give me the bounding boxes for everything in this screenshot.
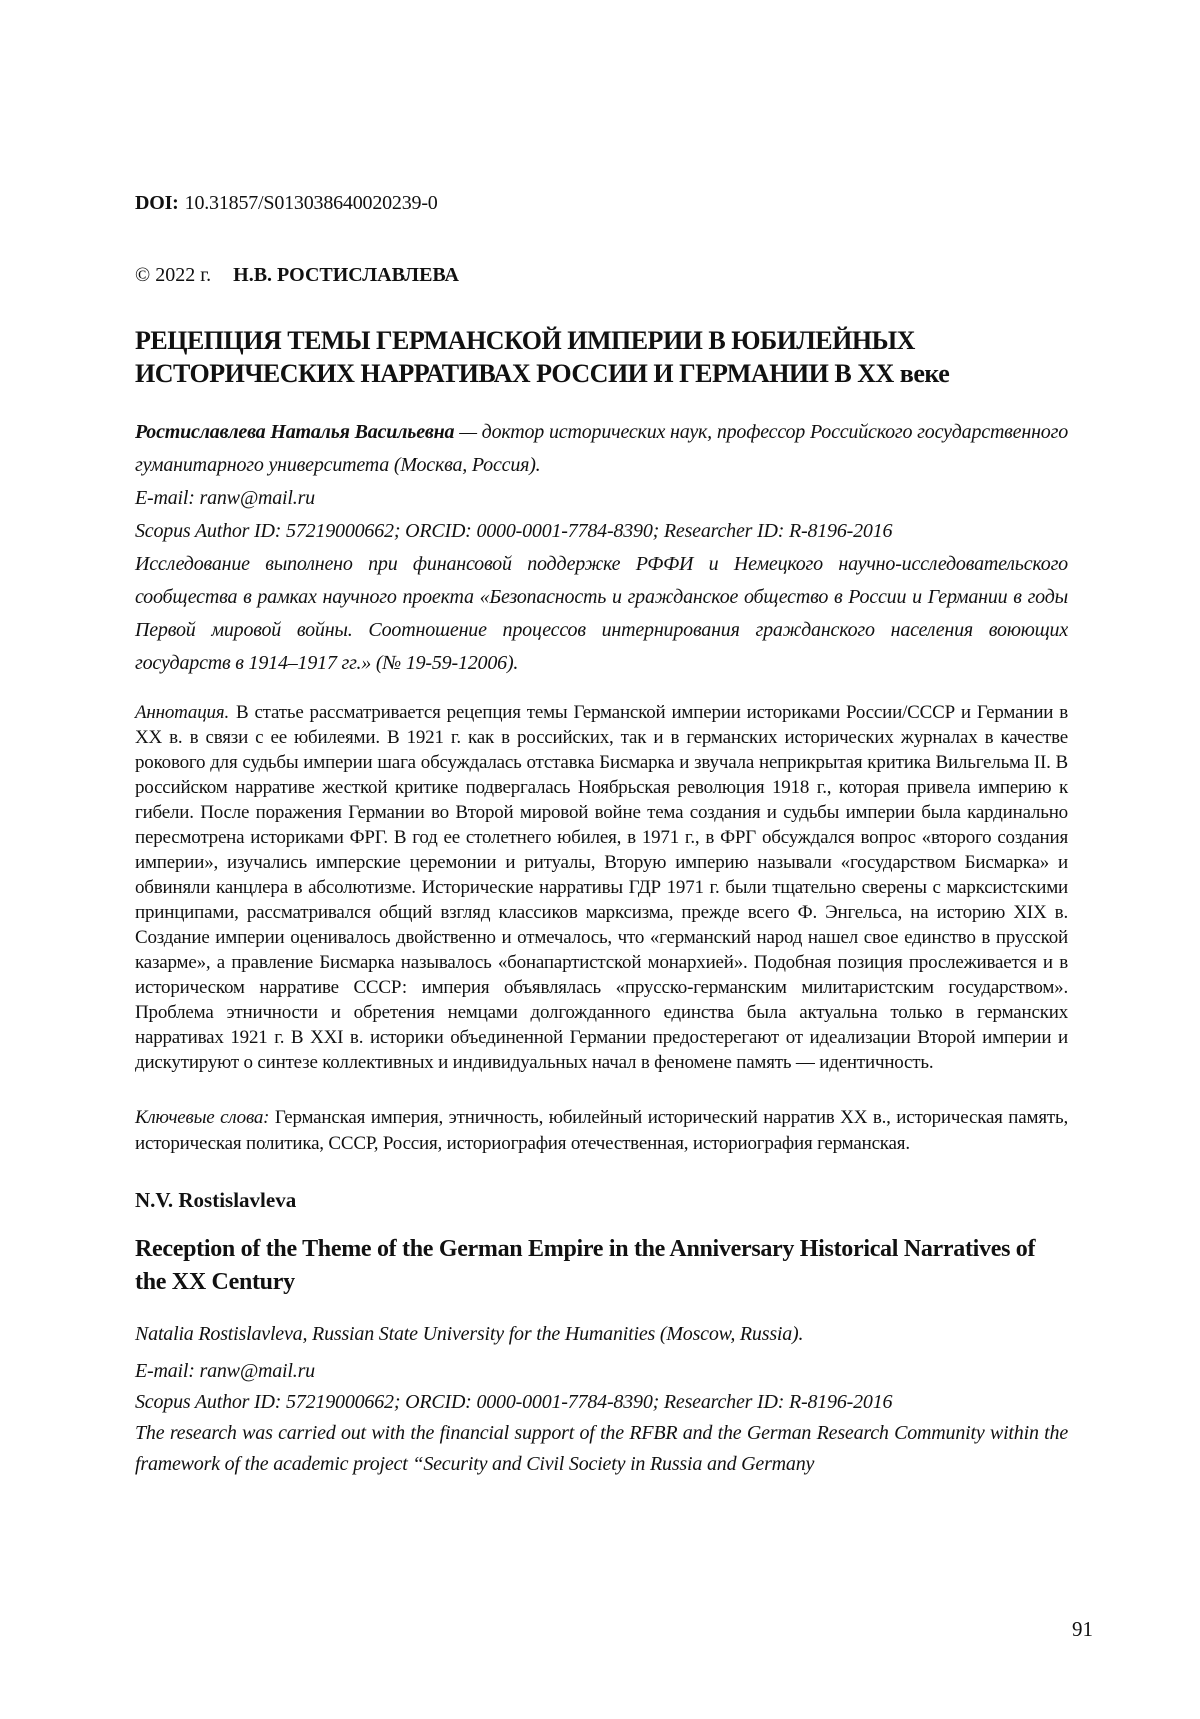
author-email-ru: E-mail: ranw@mail.ru	[135, 487, 315, 509]
author-ids-en: Scopus Author ID: 57219000662; ORCID: 0000-0001-7784-8390; Researcher ID: R-8196-2016	[135, 1391, 893, 1413]
doi-line	[135, 190, 1068, 216]
keywords-text: Германская империя, этничность, юбилейный исторический нарратив XX в., историческая память, историческая политика, СССР, Россия, историография отечественная, историография германская.	[135, 1107, 1068, 1154]
article-title-ru: РЕЦЕПЦИЯ ТЕМЫ ГЕРМАНСКОЙ ИМПЕРИИ В ЮБИЛЕЙНЫХ ИСТОРИЧЕСКИХ НАРРАТИВАХ РОССИИ И ГЕРМАНИИ В XX веке	[135, 326, 950, 388]
copyright-line	[135, 262, 1068, 288]
article-page-content	[135, 0, 1068, 1480]
keywords-ru	[135, 1105, 1068, 1157]
doi-value: 10.31857/S013038640020239-0	[184, 192, 438, 214]
author-info-block-ru	[135, 416, 1068, 680]
author-bio-text-ru: — доктор исторических наук, профессор Российского государственного гуманитарного университета (Москва, Россия).	[135, 421, 1068, 476]
author-bio-ru	[135, 416, 1068, 482]
funding-note-en: The research was carried out with the financial support of the RFBR and the German Research Community within the framework of the academic project “Security and Civil Society in Russia and Germany	[135, 1422, 1068, 1475]
affiliation-en: Natalia Rostislavleva, Russian State University for the Humanities (Moscow, Russia).	[135, 1323, 804, 1345]
abstract-ru	[135, 700, 1068, 1075]
author-info-block-en	[135, 1319, 1068, 1480]
author-name-en: N.V. Rostislavleva	[135, 1188, 297, 1212]
author-name-ru: Ростиславлева Наталья Васильевна	[135, 421, 455, 443]
author-email-en: E-mail: ranw@mail.ru	[135, 1360, 315, 1382]
keywords-label: Ключевые слова:	[135, 1107, 270, 1128]
author-ids-ru: Scopus Author ID: 57219000662; ORCID: 0000-0001-7784-8390; Researcher ID: R-8196-2016	[135, 520, 893, 542]
funding-note-ru: Исследование выполнено при финансовой поддержке РФФИ и Немецкого научно-исследовательского сообщества в рамках научного проекта «Безопасность и гражданское общество в России и Германии в годы Первой мировой войны. Соотношение процессов интернирования гражданского населения воюющих государств в 1914–1917 гг.» (№ 19-59-12006).	[135, 553, 1068, 674]
author-name-caps: Н.В. РОСТИСЛАВЛЕВА	[233, 264, 459, 286]
doi-label: DOI:	[135, 192, 179, 214]
page-number: 91	[1072, 1617, 1093, 1641]
copyright-year: © 2022 г.	[135, 264, 212, 286]
abstract-label: Аннотация.	[135, 702, 229, 723]
article-title-en: Reception of the Theme of the German Empire in the Anniversary Historical Narratives of the XX Century	[135, 1236, 1036, 1295]
abstract-text: В статье рассматривается рецепция темы Германской империи историками России/СССР и Германии в XX в. в связи с ее юбилеями. В 1921 г. как в российских, так и в германских исторических журналах в качестве рокового для судьбы империи шага обсуждалась отставка Бисмарка и звучала неприкрытая критика Вильгельма II. В российском нарративе жесткой критике подвергалась Ноябрьская революция 1918 г., которая привела империю к гибели. После поражения Германии во Второй мировой войне тема создания и судьбы империи была кардинально пересмотрена историками ФРГ. В год ее столетнего юбилея, в 1971 г., в ФРГ обсуждался вопрос «второго создания империи», изучались имперские церемонии и ритуалы, Вторую империю называли «государством Бисмарка» и обвиняли канцлера в абсолютизме. Исторические нарративы ГДР 1971 г. были тщательно сверены с марксистскими принципами, рассматривался общий взгляд классиков марксизма, прежде всего Ф. Энгельса, на историю XIX в. Создание империи оценивалось двойственно и отмечалось, что «германский народ нашел свое единство в прусской казарме», а правление Бисмарка называлось «бонапартистской монархией». Подобная позиция прослеживается и в историческом нарративе СССР: империя объявлялась «прусско-германским милитаристским государством». Проблема этничности и обретения немцами долгожданного единства была актуальна только в германских нарративах 1921 г. В XXI в. историки объединенной Германии предостерегают от идеализации Второй империи и дискутируют о синтезе коллективных и индивидуальных начал в феномене память — идентичность.	[135, 702, 1068, 1073]
